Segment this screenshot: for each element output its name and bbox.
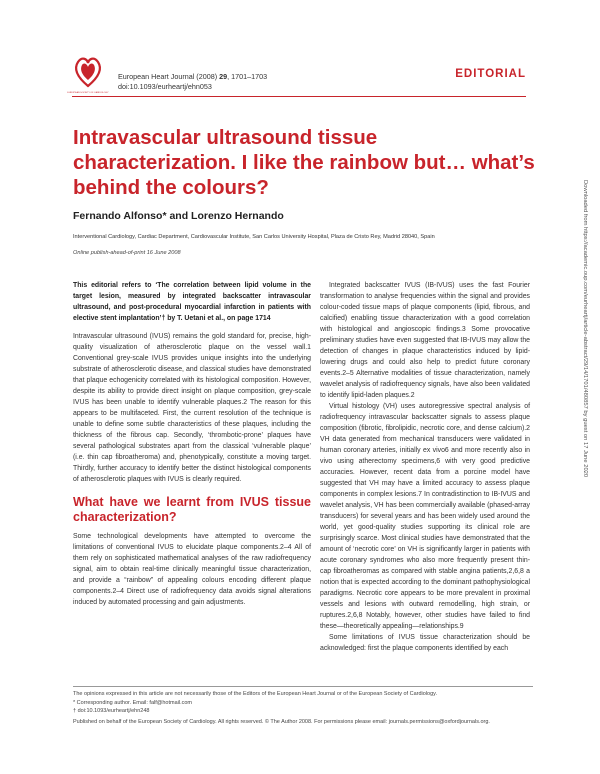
journal-name: European Heart Journal (2008) [118, 72, 218, 81]
author-affiliation: Interventional Cardiology, Cardiac Department, Cardiovascular Institute, San Carlos University Hospital, Plaza de Cristo Rey, Madrid 28040, Spain [73, 234, 435, 240]
corresponding-author-note: * Corresponding author. Email: falf@hotmail.com [73, 699, 192, 706]
paragraph: Some limitations of IVUS tissue characterization should be acknowledged: first the plaque components identified by each [320, 634, 530, 652]
journal-doi: doi:10.1093/eurheartj/ehn053 [118, 82, 212, 91]
left-column [73, 280, 311, 608]
paragraph: Some technological developments have attempted to overcome the limitations of conventional IVUS to elucidate plaque components.2–4 All of them rely on sophisticated mathematical analyses of the raw radiofrequency signal, aim to obtain real-time clinically meaningful tissue characterization, and provide a “rainbow” of appealing colours encoding different plaque components.2–4 Direct use of radiofrequency data avoids signal alterations induced by automated processing and gain adjustments. [73, 533, 311, 606]
section-label: EDITORIAL [455, 68, 526, 80]
footnotes [73, 690, 533, 726]
publisher-note: Published on behalf of the European Society of Cardiology. All rights reserved. © The Author 2008. For permissions please email: journals.permissions@oxfordjournals.org. [73, 718, 490, 725]
paragraph: Integrated backscatter IVUS (IB-IVUS) uses the fast Fourier transformation to analyse frequencies within the signal and provides colour-coded tissue maps of plaque components (lipid, fibrous, and calcified) enabling tissue characterization with a good correlation with histological and angioscopic findings.3 Some provocative preliminary studies have even suggested that IB-IVUS may allow the detection of changes in plaque characteristics induced by lipid-lowering drugs and could also help to predict future coronary events.2–5 Alternative modalities of tissue characterization, namely wavelet analysis of radiofrequency signals, have also been validated to identify lipid-laden plaques.2 [320, 282, 530, 399]
logo-text: EUROPEAN SOCIETY OF CARDIOLOGY [67, 92, 109, 94]
journal-volume: 29 [219, 72, 228, 81]
doi-note: † doi:10.1093/eurheartj/ehn248 [73, 708, 150, 714]
download-watermark: Downloaded from https://academic.oup.com/eurheartj/article-abstract/29/14/1701/480857 by guest on 17 June 2020 [582, 180, 588, 478]
header-divider [72, 96, 526, 97]
paragraph: Intravascular ultrasound (IVUS) remains the gold standard for, precise, high-quality visualization of atherosclerotic plaque on the vessel wall.1 Conventional grey-scale IVUS provides unique insights into the underlying substrate of atherosclerotic disease, and classical studies have demonstrated that plaque echogenicity correlated with its histological composition. However, despite its ability to provide direct insight on plaque composition, grey-scale IVUS has been unable to identify vulnerable plaques.2 The reason for this appears to be multifaceted. First, the current resolution of the technique is unable to define some subtle characteristics of these plaques, including the thickness of the fibrous cap. Secondly, ‘thrombotic-prone’ plaques have several pathological substrates apart from the classical ‘vulnerable plaque’ (i.e. thin cap fibroatheroma) and, phenotypically, constitute a moving target. Thirdly, further accuracy to identify better the distinct histological components of atherosclerotic plaques with IVUS is clearly required. [73, 333, 311, 483]
online-date: Online publish-ahead-of-print 16 June 2008 [73, 250, 181, 256]
disclaimer-note: The opinions expressed in this article are not necessarily those of the Editors of the European Heart Journal or of the European Society of Cardiology. [73, 691, 438, 697]
article-title: Intravascular ultrasound tissue characterization. I like the rainbow but… what’s behind the colours? [73, 126, 535, 199]
esc-logo [67, 50, 109, 96]
section-heading: What have we learnt from IVUS tissue characterization? [73, 495, 311, 524]
journal-citation [118, 72, 267, 92]
right-column [320, 280, 530, 654]
footnote-divider [73, 686, 533, 687]
journal-pages: , 1701–1703 [227, 72, 268, 81]
paragraph: Virtual histology (VH) uses autoregressive spectral analysis of radiofrequency intravascular backscatter signals to assess plaque composition (fibrotic, fibrolipidic, necrotic core, and dense calcium).2 VH data generated from mechanical transducers were validated in human coronary arteries, initially ex vivo6 and more recently also in vivo using atherectomy specimens,6 with very good predictive accuracies. However, recent data from a porcine model have suggested that VH may have a limited accuracy to assess plaque components in complex lesions.7 In contradistinction to IB-IVUS and wavelet analysis, VH has been commercially available (phased-array transducers) for several years and has been widely used around the world, yet good-quality studies supporting its clinical role are surprisingly scarce. Most clinical studies have demonstrated that the amount of ‘necrotic core’ on VH is significantly larger in patients with acute coronary syndromes who also more frequently present thin-cap fibroatheromas as compared with stable angina patients,2,6,8 a notion that is expected according to the dominant pathophysiological paradigms. Necrotic core appears to be more prevalent in proximal vessels and lesions with outward remodelling, high strain, or ruptures.2,6,8 Notably, however, other studies have failed to find these—theoretically appealing—relationships.9 [320, 403, 530, 630]
editorial-reference-note: This editorial refers to ‘The correlation between lipid volume in the target lesion, measured by integrated backscatter intravascular ultrasound, and post-procedural myocardial infarction in patients with elective stent implantation’† by T. Uetani et al., on page 1714 [73, 282, 311, 322]
article-authors: Fernando Alfonso* and Lorenzo Hernando [73, 210, 284, 222]
